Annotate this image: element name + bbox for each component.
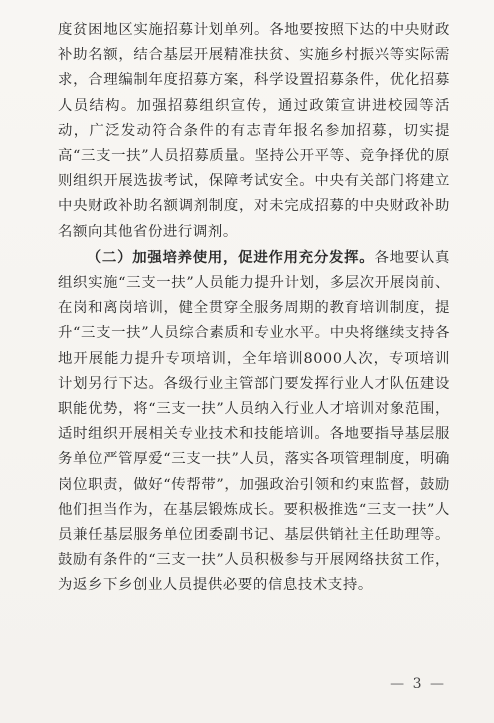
page-number: 3 bbox=[412, 676, 424, 692]
paragraph-2-body: 各地要认真组织实施“三支一扶”人员能力提升计划，多层次开展岗前、在岗和离岗培训，健全贯穿全服务周期的教育培训制度，提升“三支一扶”人员综合素质和专业水平。中央将继续支持各地开展能力提升专项培训，全年培训8000人次，专项培训计划另行下达。各级行业主管部门要发挥行业人才队伍建设职能优势，将“三支一扶”人员纳入行业人才培训对象范围，适时组织开展相关专业技术和技能培训。各地要指导基层服务单位严管厚爱“三支一扶”人员，落实各项管理制度，明确岗位职责，做好“传帮带”，加强政治引领和约束监督，鼓励他们担当作为，在基层锻炼成长。要积极推选“三支一扶”人员兼任基层服务单位团委副书记、基层供销社主任助理等。鼓励有条件的“三支一扶”人员积极参与开展网络扶贫工作，为返乡下乡创业人员提供必要的信息技术支持。 bbox=[58, 249, 450, 594]
paragraph-2 bbox=[58, 245, 450, 599]
footer-dash-right: — bbox=[430, 676, 446, 692]
paragraph-1: 度贫困地区实施招募计划单列。各地要按照下达的中央财政补助名额，结合基层开展精准扶贫、实施乡村振兴等实际需求，合理编制年度招募方案，科学设置招募条件，优化招募人员结构。加强招募组织宣传，通过政策宣讲进校园等活动，广泛发动符合条件的有志青年报名参加招募，切实提高“三支一扶”人员招募质量。坚持公开平等、竞争择优的原则组织开展选拔考试，保障考试安全。中央有关部门将建立中央财政补助名额调剂制度，对未完成招募的中央财政补助名额向其他省份进行调剂。 bbox=[58, 22, 450, 240]
footer-dash-left: — bbox=[390, 676, 407, 692]
page-footer bbox=[390, 676, 446, 692]
section-heading-2: （二）加强培养使用，促进作用充分发挥。 bbox=[86, 248, 375, 266]
body-text bbox=[58, 18, 450, 599]
